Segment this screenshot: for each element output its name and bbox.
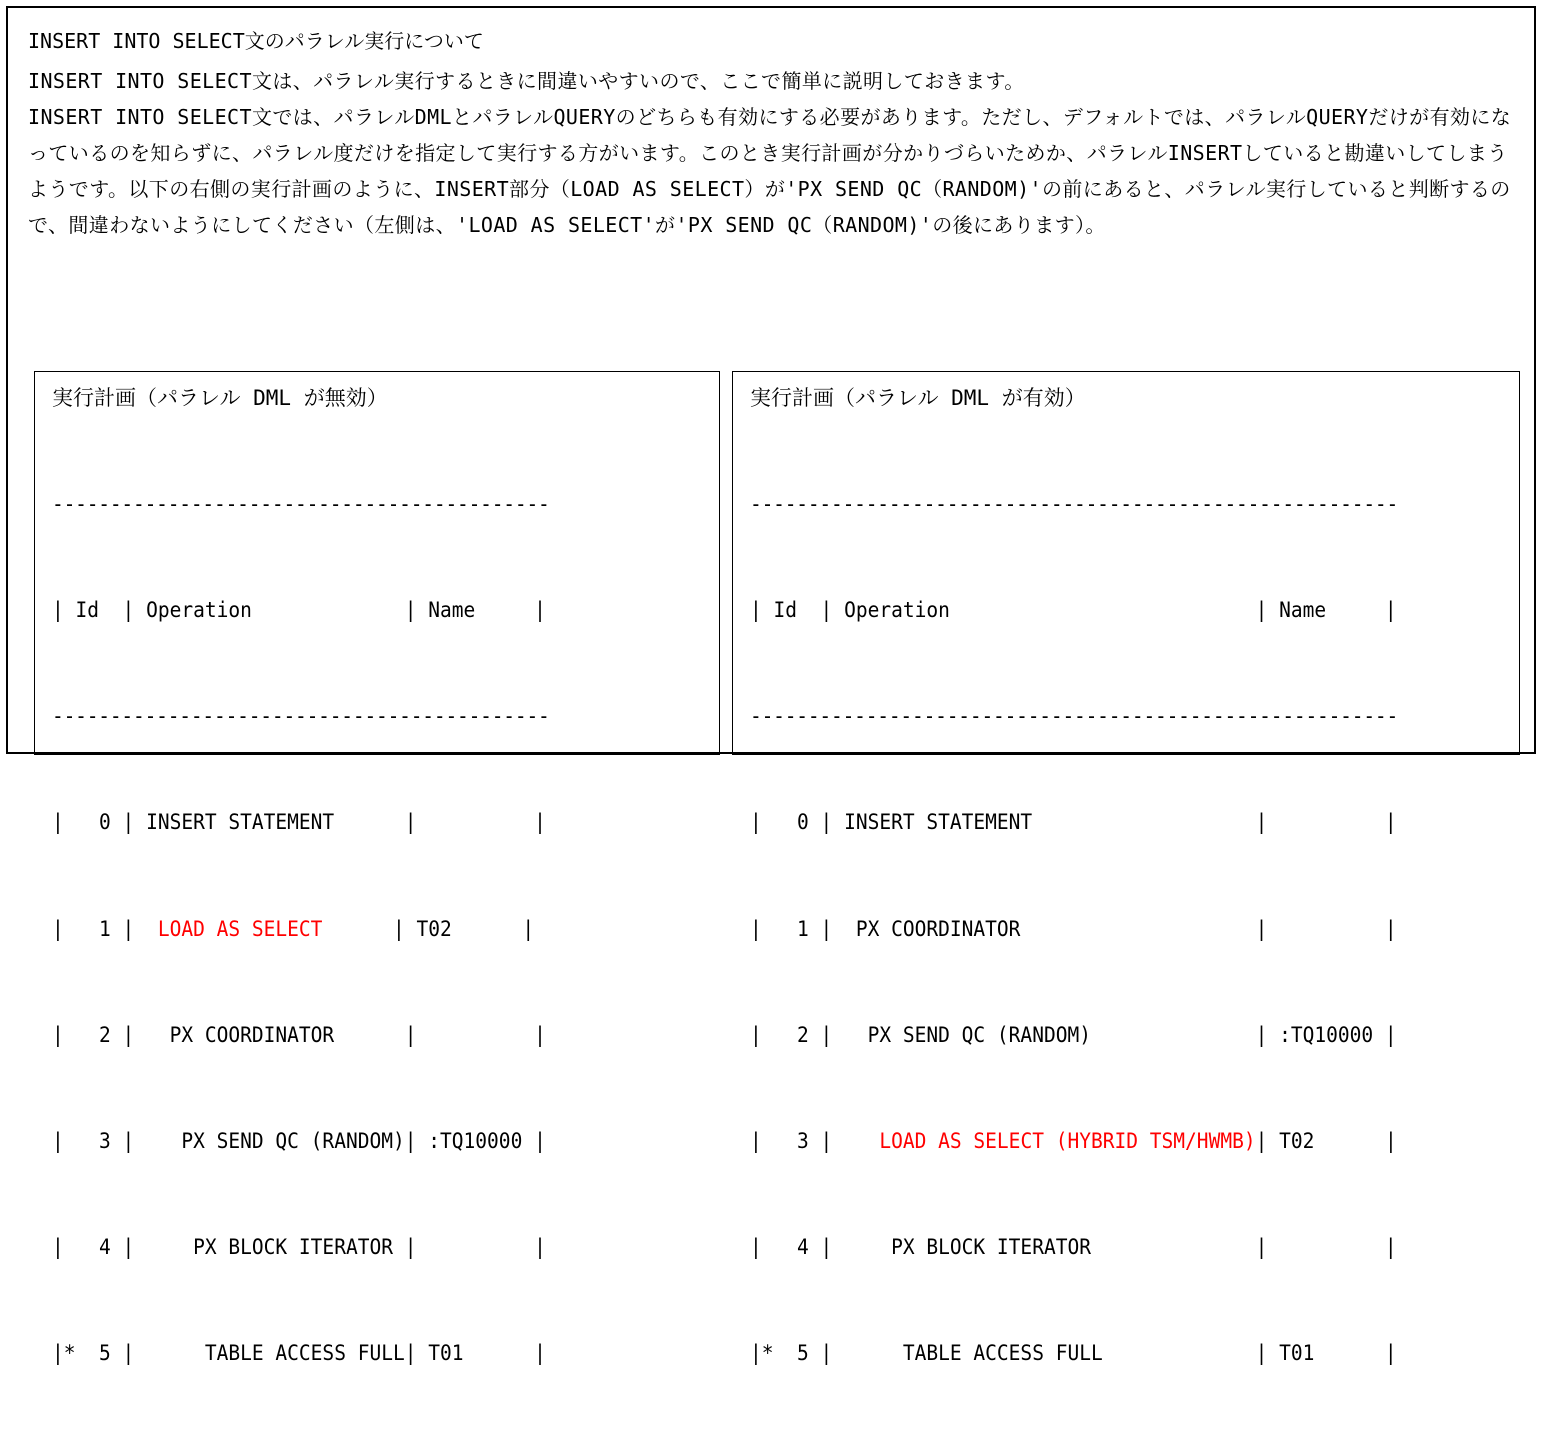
plan-row: |* 5 | TABLE ACCESS FULL| T01 | (52, 1341, 546, 1366)
plan-row: | 4 | PX BLOCK ITERATOR | | (52, 1235, 546, 1260)
plan-row-suffix: | T02 | (1255, 1129, 1397, 1154)
document-body (28, 63, 1518, 243)
plan-row: |* 5 | TABLE ACCESS FULL | T01 | (750, 1341, 1397, 1366)
paragraph-explanation: INSERT INTO SELECT文では、パラレルDMLとパラレルQUERYのどちらも有効にする必要があります。ただし、デフォルトでは、パラレルQUERYだけが有効になっているのを知らずに、パラレル度だけを指定して実行する方がいます。このとき実行計画が分かりづらいためか、パラレルINSERTしていると勘違いしてしまうようです。以下の右側の実行計画のように、INSERT部分（LOAD AS SELECT）が'PX SEND QC（RANDOM)'の前にあると、パラレル実行していると判断するので、間違わないようにしてください（左側は、'LOAD AS SELECT'が'PX SEND QC（RANDOM)'の後にあります）。 (28, 105, 1512, 237)
execution-plan-dml-disabled (34, 371, 720, 1366)
plan-rule: ------------------------------------------- (52, 704, 550, 729)
execution-plan-dml-enabled (732, 371, 1520, 1366)
plan-row: | 4 | PX BLOCK ITERATOR | | (750, 1235, 1397, 1260)
plan-row: | 2 | PX SEND QC (RANDOM) | :TQ10000 | (750, 1022, 1397, 1047)
plan-table (52, 416, 550, 1443)
document-title: INSERT INTO SELECT文のパラレル実行について (28, 29, 484, 53)
plan-rule: ------------------------------------------- (52, 491, 550, 516)
plan-row: | 3 | PX SEND QC (RANDOM)| :TQ10000 | (52, 1129, 546, 1154)
plan-header-row: | Id | Operation | Name | (750, 598, 1397, 623)
plan-row-suffix: | T02 | (322, 916, 535, 941)
plan-title: 実行計画（パラレル DML が有効） (750, 386, 1086, 410)
plan-rule: -------------------------------------------------------- (750, 491, 1399, 516)
plan-table (750, 416, 1398, 1443)
plan-row: | 0 | INSERT STATEMENT | | (52, 810, 546, 835)
plan-row-prefix: | 3 | (750, 1129, 880, 1154)
plan-row-prefix: | 1 | (52, 916, 158, 941)
plan-row: | 2 | PX COORDINATOR | | (52, 1022, 546, 1047)
plan-row: | 1 | PX COORDINATOR | | (750, 916, 1397, 941)
load-as-select-operation: LOAD AS SELECT (157, 916, 323, 941)
plan-header-row: | Id | Operation | Name | (52, 598, 546, 623)
plan-row-highlighted (750, 1124, 1398, 1159)
plan-row-highlighted (52, 912, 550, 947)
paragraph-intro: INSERT INTO SELECT文は、パラレル実行するときに間違いやすいので、ここで簡単に説明しておきます。 (28, 69, 1025, 93)
plan-rule: -------------------------------------------------------- (750, 704, 1399, 729)
plan-title: 実行計画（パラレル DML が無効） (52, 386, 388, 410)
load-as-select-operation: LOAD AS SELECT (HYBRID TSM/HWMB) (879, 1129, 1256, 1154)
document-frame (6, 6, 1536, 1366)
plan-row: | 0 | INSERT STATEMENT | | (750, 810, 1397, 835)
